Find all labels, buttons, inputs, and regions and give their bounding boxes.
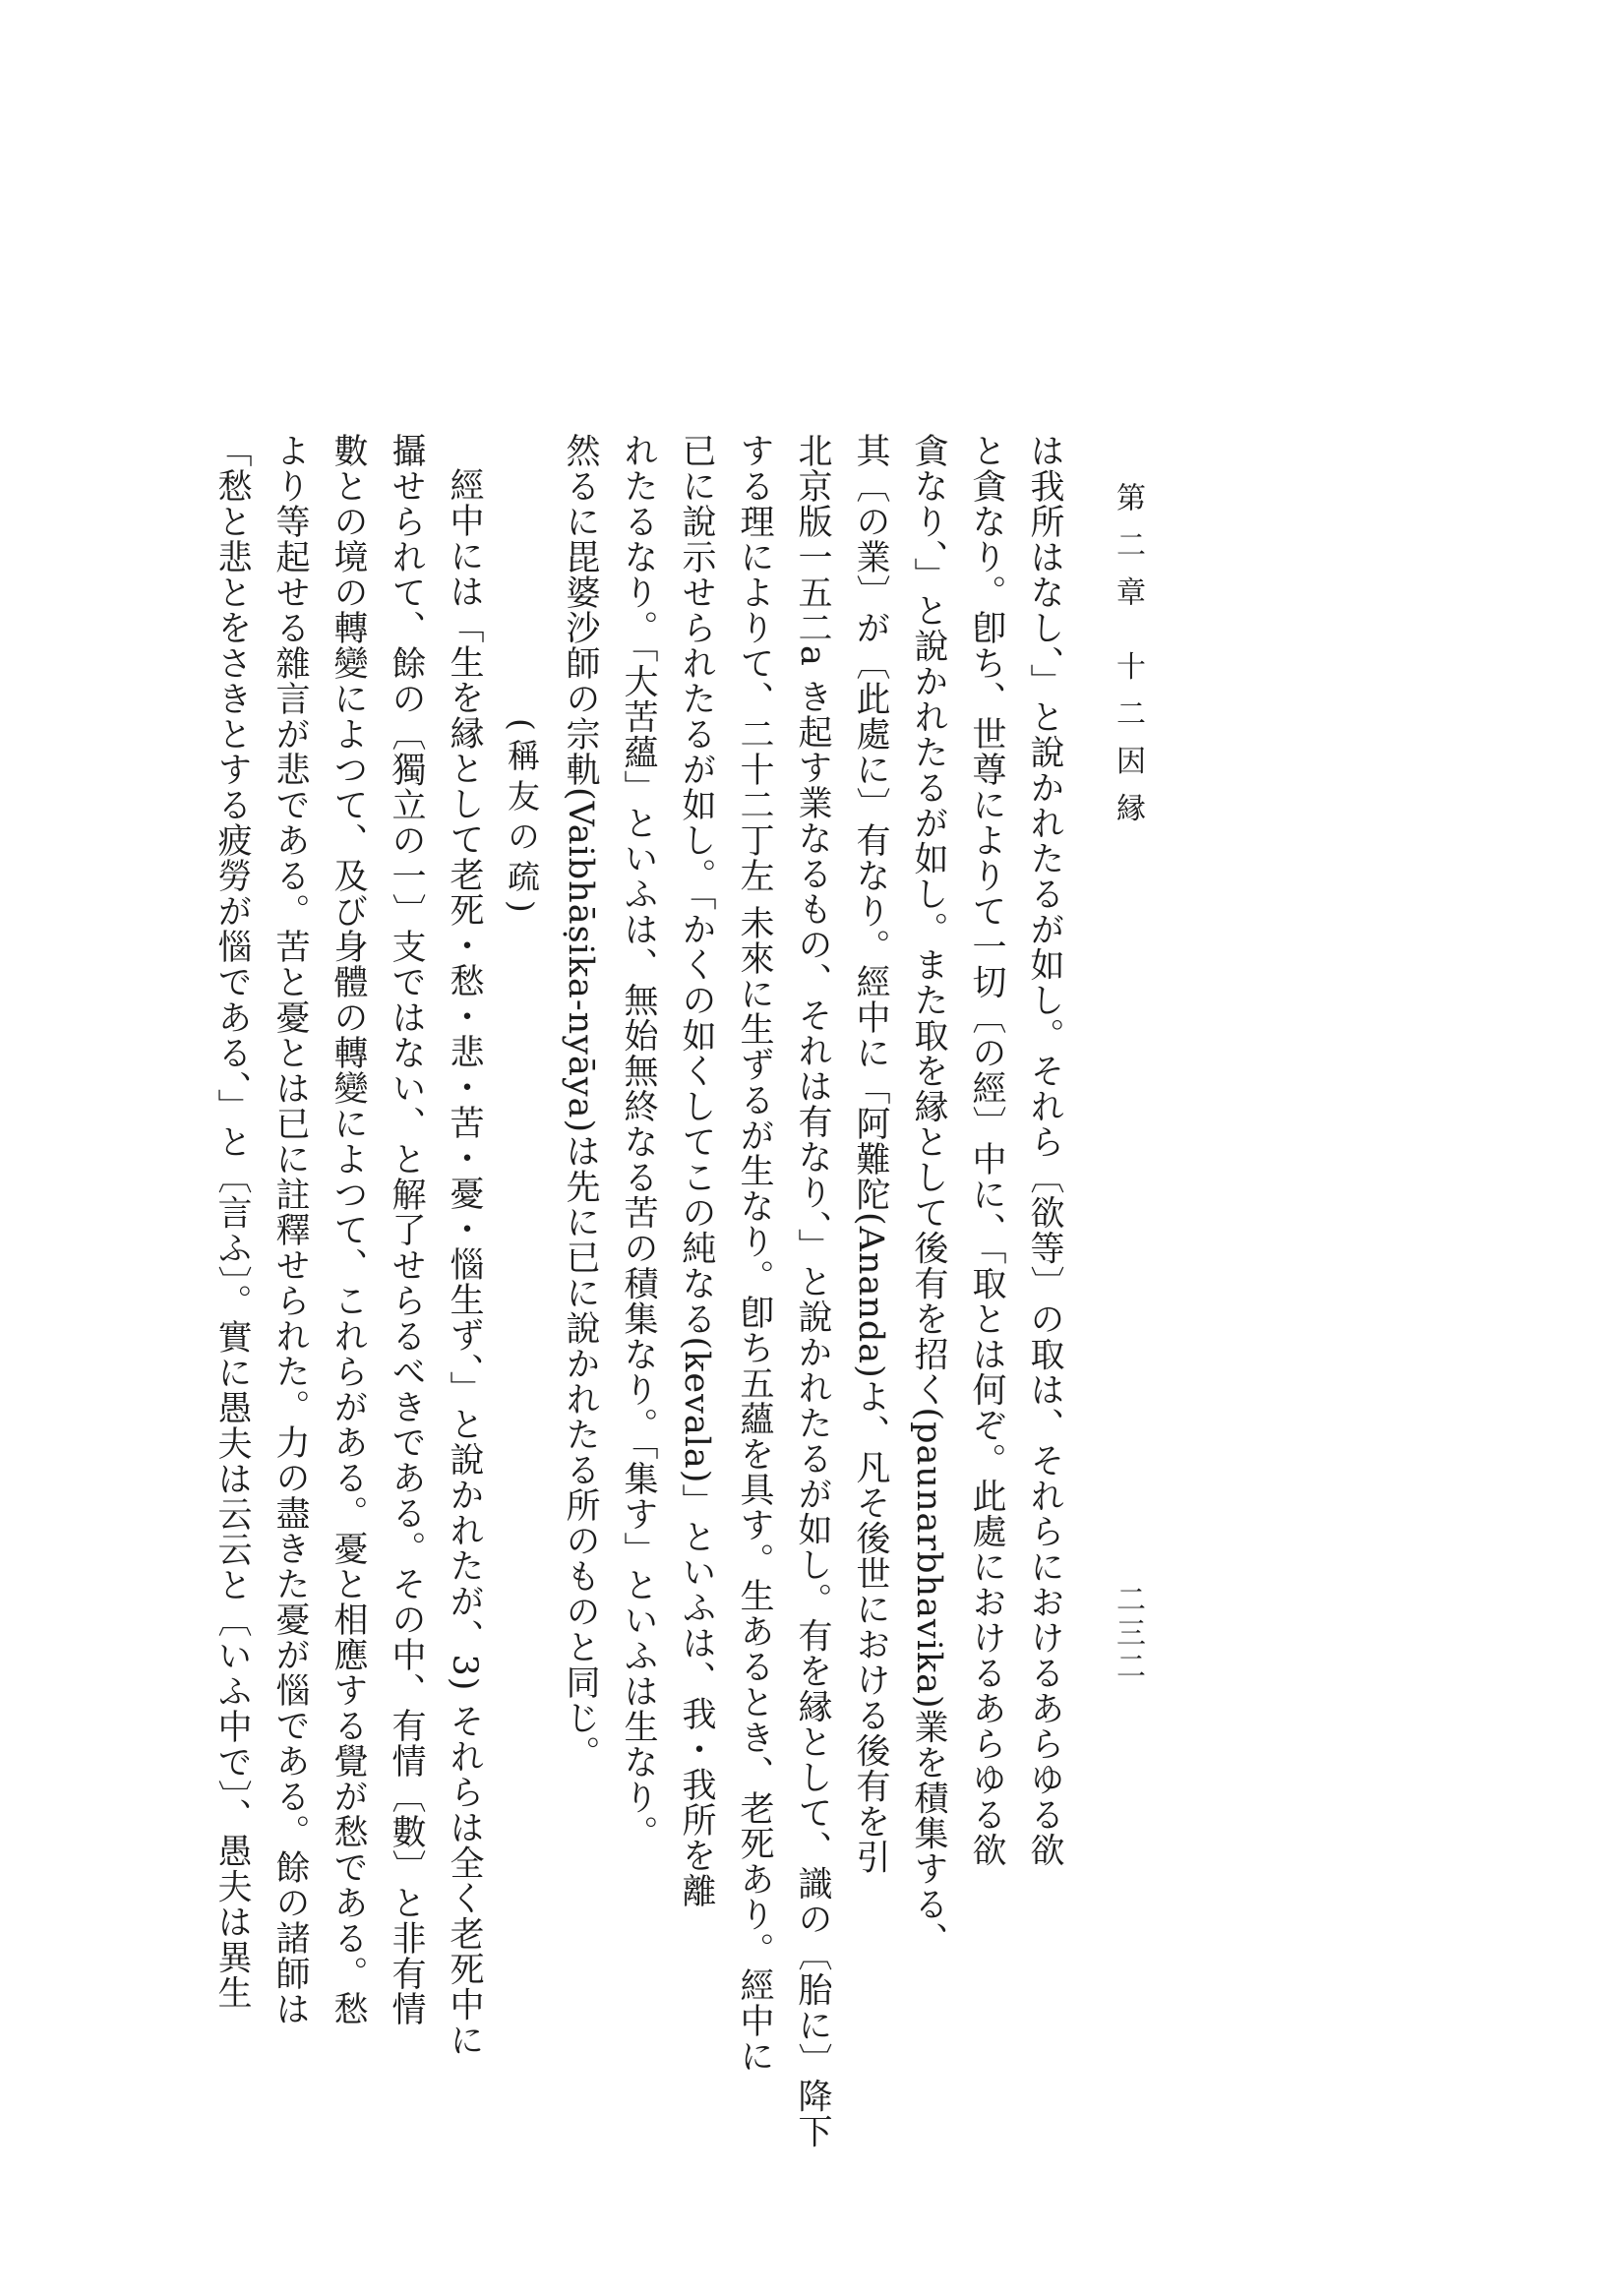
text-column: 北京版一五二a き起す業なるもの、それは有なり、」と說かれたるが如し。有を縁として、識の〔胎に〕降下	[793, 433, 832, 2149]
text-column: より等起せる雜言が悲である。苦と憂とは已に註釋せられた。力の盡きた憂が惱である。餘の諸師は	[271, 433, 310, 2026]
text-column: と貪なり。卽ち、世尊によりて一切〔の經〕中に、「取とは何ぞ。此處におけるあらゆる欲	[967, 433, 1006, 1868]
section-heading: (稱友の疏)	[503, 718, 541, 921]
text-column: する理によりて、二十二丁左 未來に生ずるが生なり。卽ち五蘊を具す。生あるとき、老死あり。經中に	[735, 433, 774, 2075]
text-column: 攝せられて、餘の〔獨立の一〕支ではない、と解了せらるべきである。その中、有情〔數〕と非有情	[387, 433, 426, 2026]
text-column: 貪なり、」と說かれたるが如し。また取を縁として後有を招く(paunarbhavika)業を積集する、	[909, 433, 948, 1958]
text-column: 然るに毘婆沙師の宗軌(Vaibhāṣika-nyāya)は先に已に說かれたる所のものと同じ。	[561, 433, 600, 1772]
text-column: 其〔の業〕が〔此處に〕有なり。經中に「阿難陀(Ananda)よ、凡そ後世における後有を引	[851, 433, 890, 1875]
chapter-title: 第二章 十二因縁	[1111, 482, 1145, 840]
text-column: 「愁と悲とをさきとする疲勞が惱である、」と〔言ふ〕。實に愚夫は云云と〔いふ中で〕、愚夫は異生	[212, 433, 252, 2011]
text-column: は我所はなし、」と說かれたるが如し。それら〔欲等〕の取は、それらにおけるあらゆる欲	[1025, 433, 1064, 1868]
text-column: れたるなり。「大苦蘊」といふは、無始無終なる苦の積集なり。「集す」といふは生なり。	[619, 433, 658, 1850]
text-column: 經中には「生を縁として老死・愁・悲・苦・憂・惱生ず、」と說かれたが、3) それらは全く老死中に	[445, 467, 484, 2058]
page-number: 二三二	[1111, 1584, 1145, 1684]
text-column: 已に說示せられたるが如し。「かくの如くしてこの純なる(kevala)」といふは、我・我所を離	[677, 433, 716, 1909]
text-column: 數との境の轉變によつて、及び身體の轉變によつて、これらがある。憂と相應する覺が愁である。愁	[329, 433, 368, 2026]
body-text	[203, 433, 1073, 2149]
